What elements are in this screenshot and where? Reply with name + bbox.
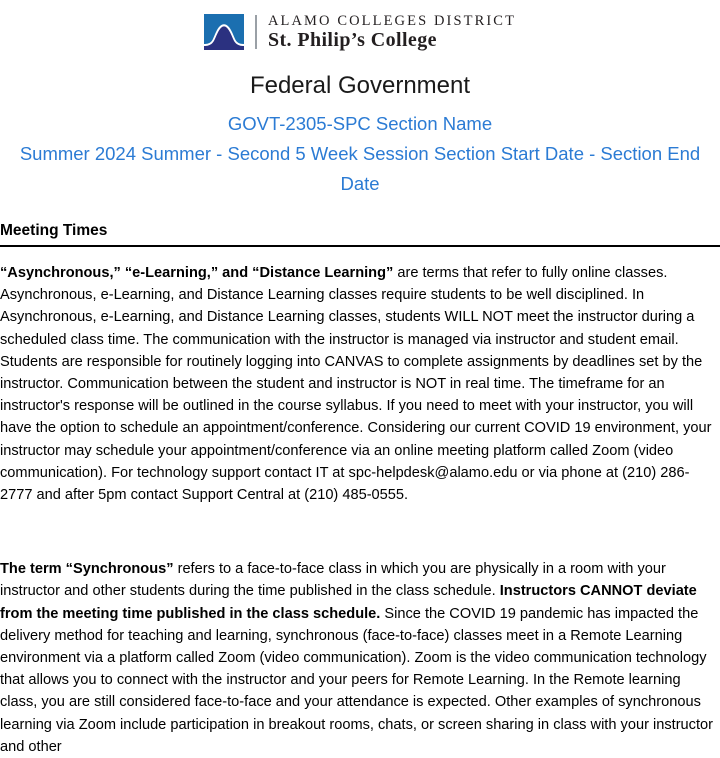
course-title: Federal Government	[249, 72, 471, 99]
logo-divider	[255, 15, 257, 49]
course-session-line: Summer 2024 Summer - Second 5 Week Session Section Start Date - Section End Date	[19, 143, 701, 194]
section-divider	[0, 245, 720, 247]
alamo-colleges-logo-lockup[interactable]	[204, 13, 516, 51]
logo-wordmark	[268, 13, 516, 51]
paragraph-synchronous-lead: The term “Synchronous”	[0, 561, 174, 578]
paragraph-synchronous-emphasis: Instructors CANNOT deviate from the meeting time published in the class schedule.	[0, 583, 697, 622]
paragraph-asynchronous-lead: “Asynchronous,” “e-Learning,” and “Distance Learning”	[0, 265, 394, 281]
logo-college-line: St. Philip’s College	[267, 29, 437, 51]
course-code-line: GOVT-2305-SPC Section Name	[227, 113, 493, 134]
paragraph-asynchronous-body: are terms that refer to fully online classes. Asynchronous, e-Learning, and Distance Learning classes require students to be well disciplined. In Asynchronous, e-Learning, and Distance Learning classes, students WILL NOT meet the instructor during a scheduled class time. The communication with the instructor is managed via instructor and student email. Students are responsible for routinely logging into CANVAS to complete assignments by deadlines set by the instructor. Communication between the student and instructor is NOT in real time. The timeframe for an instructor's response will be outlined in the course syllabus. If you need to meet with your instructor, you will have the option to schedule an appointment/conference. Considering our current COVID 19 environment, your instructor may schedule your appointment/conference via an online meeting platform called Zoom (video communication). For technology support contact IT at spc-helpdesk@alamo.edu or via phone at (210) 286-2777 and after 5pm contact Support Central at (210) 485-0555.	[0, 265, 712, 504]
paragraph-asynchronous	[0, 262, 720, 506]
site-logo-header	[0, 0, 720, 57]
paragraph-synchronous-body: Since the COVID 19 pandemic has impacted the delivery method for teaching and learning, synchronous (face-to-face) classes meet in a Remote Learning environment via a platform called Zoom (video communication). Zoom is the video communication technology that allows you to connect with the instructor and your peers for Remote Learning. In the Remote learning class, you are still considered face-to-face and your attendance is expected. Other examples of synchronous learning via Zoom include participation in breakout rooms, chats, or screen sharing in class with your instructor and other	[0, 605, 713, 755]
section-heading-meeting-times: Meeting Times	[0, 222, 108, 239]
paragraph-synchronous-mid: refers to a face-to-face class in which you are physically in a room with your instructor and other students during the time published in the class schedule.	[0, 561, 666, 600]
logo-district-line: ALAMO COLLEGES DISTRICT	[267, 13, 517, 29]
paragraph-spacer	[0, 521, 720, 543]
paragraph-synchronous	[0, 558, 720, 758]
alamo-colleges-arch-logo-icon	[204, 14, 244, 50]
